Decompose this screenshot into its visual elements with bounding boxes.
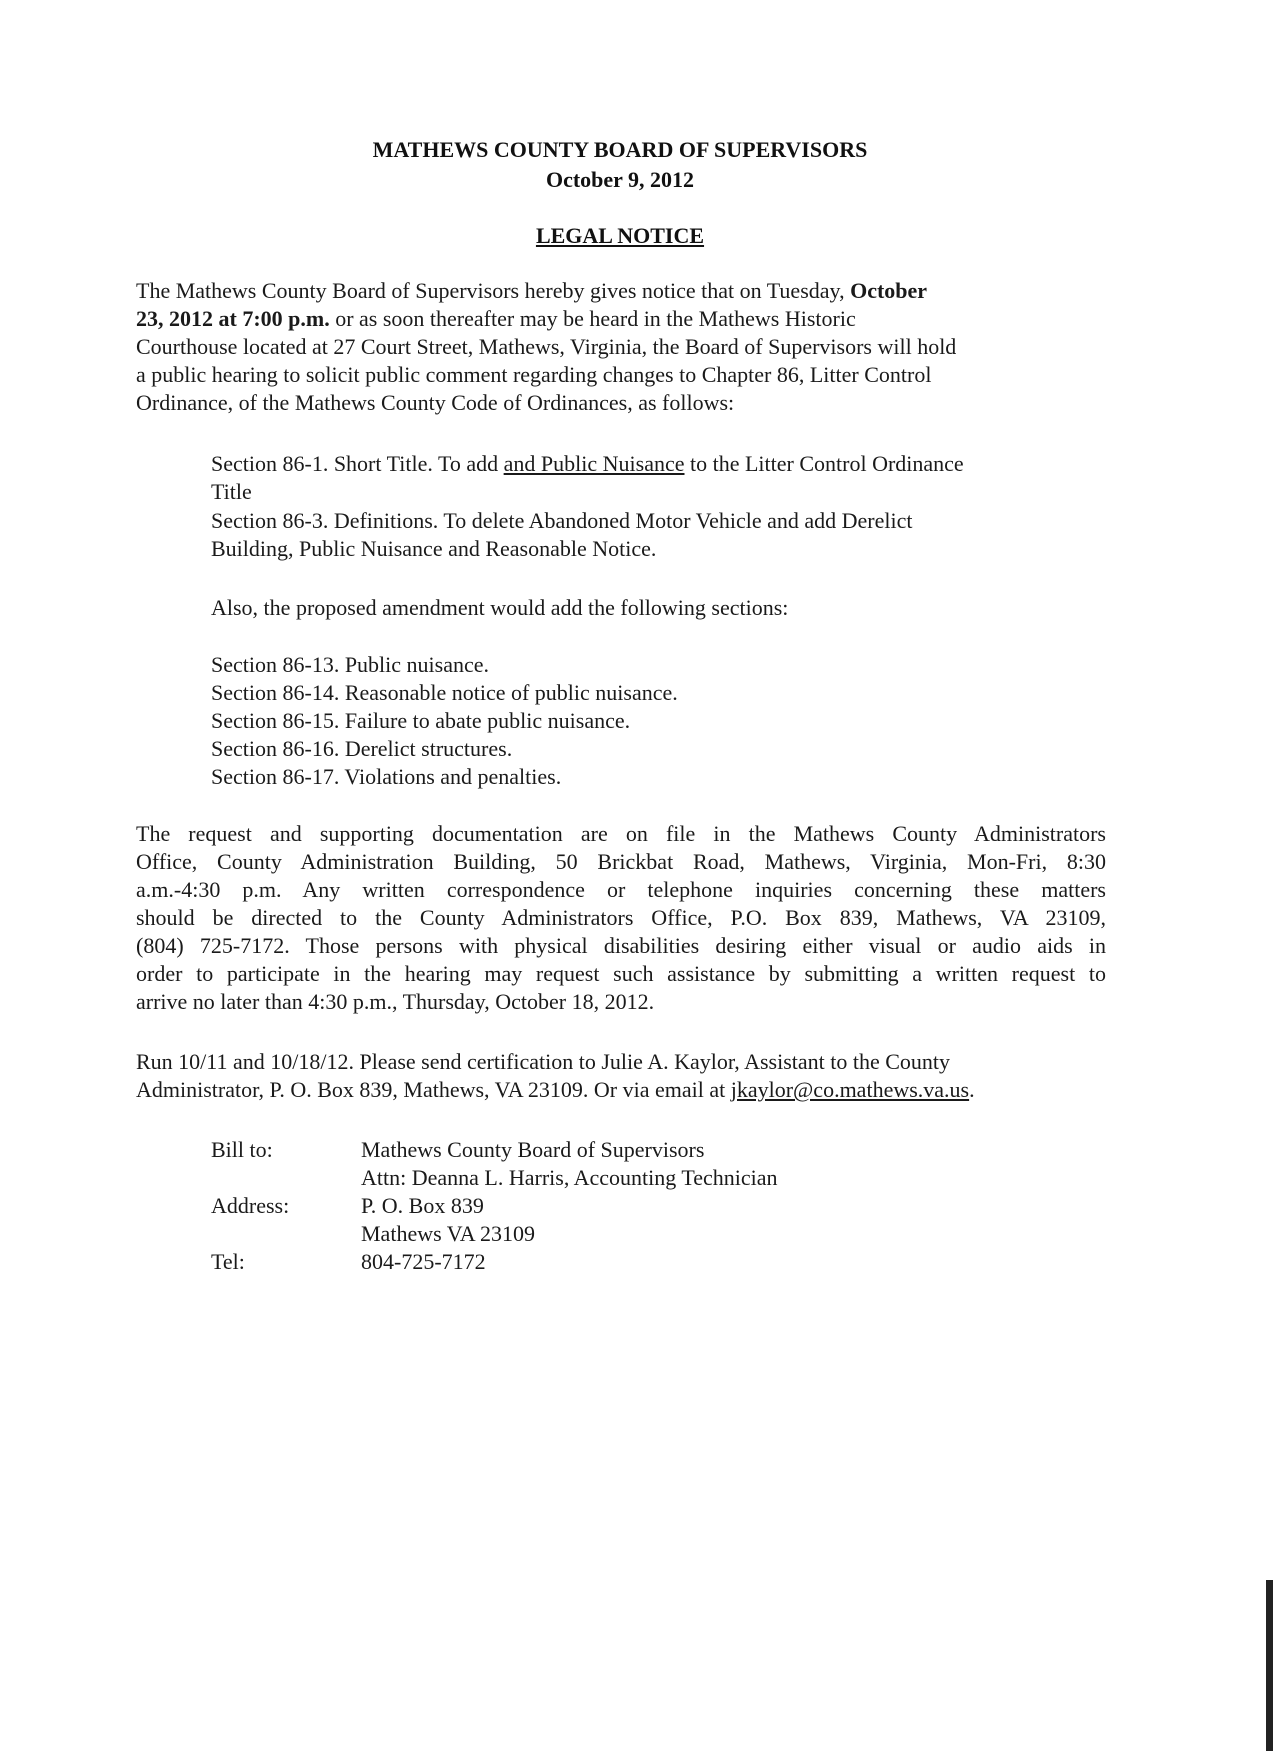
intro-line-1: [136, 277, 927, 305]
documentation-line: The request and supporting documentation are on file in the Mathews County Administrators: [136, 821, 1106, 846]
bill-to-label: Bill to:: [211, 1137, 273, 1162]
section-86-1-continued: Title: [211, 479, 252, 504]
section-86-1: [211, 450, 964, 478]
bill-to-name: Mathews County Board of Supervisors: [361, 1137, 705, 1162]
added-section-86-15: Section 86-15. Failure to abate public nuisance.: [211, 708, 631, 733]
intro-hearing-month: October: [850, 278, 928, 303]
documentation-line: arrive no later than 4:30 p.m., Thursday, October 18, 2012.: [136, 989, 655, 1014]
additions-intro: Also, the proposed amendment would add the following sections:: [211, 595, 789, 620]
address-label: Address:: [211, 1193, 290, 1218]
documentation-line: Office, County Administration Building, 50 Brickbat Road, Mathews, Virginia, Mon-Fri, 8:30: [136, 849, 1106, 874]
intro-line-1-text: The Mathews County Board of Supervisors hereby gives notice that on Tuesday,: [136, 278, 851, 303]
intro-line-2: [136, 305, 856, 333]
intro-line-3: Courthouse located at 27 Court Street, Mathews, Virginia, the Board of Supervisors will hold: [136, 334, 957, 359]
document-date: October 9, 2012: [545, 167, 695, 192]
section-86-3-line-1: Section 86-3. Definitions. To delete Abandoned Motor Vehicle and add Derelict: [211, 508, 913, 533]
section-86-1-text-end: to the Litter Control Ordinance: [684, 451, 964, 476]
documentation-line: order to participate in the hearing may request such assistance by submitting a written request to: [136, 961, 1106, 986]
intro-hearing-date-time: 23, 2012 at 7:00 p.m.: [136, 306, 330, 331]
scan-edge-mark: [1266, 1580, 1273, 1751]
document-title: MATHEWS COUNTY BOARD OF SUPERVISORS: [372, 137, 868, 162]
address-line-2: Mathews VA 23109: [361, 1221, 535, 1246]
run-line-1: Run 10/11 and 10/18/12. Please send certification to Julie A. Kaylor, Assistant to the County: [136, 1049, 951, 1074]
email-link[interactable]: jkaylor@co.mathews.va.us: [730, 1077, 970, 1102]
section-86-3-line-2: Building, Public Nuisance and Reasonable Notice.: [211, 536, 657, 561]
tel-value: 804-725-7172: [361, 1249, 486, 1274]
run-line-2: [136, 1076, 975, 1104]
intro-line-4: a public hearing to solicit public comment regarding changes to Chapter 86, Litter Control: [136, 362, 932, 387]
documentation-line: (804) 725-7172. Those persons with physical disabilities desiring either visual or audio aids in: [136, 933, 1106, 958]
documentation-line: a.m.-4:30 p.m. Any written correspondence or telephone inquiries concerning these matters: [136, 877, 1106, 902]
added-section-86-13: Section 86-13. Public nuisance.: [211, 652, 490, 677]
bill-to-attn: Attn: Deanna L. Harris, Accounting Technician: [361, 1165, 778, 1190]
intro-line-2-text: or as soon thereafter may be heard in the Mathews Historic: [329, 306, 856, 331]
intro-line-5: Ordinance, of the Mathews County Code of Ordinances, as follows:: [136, 390, 735, 415]
section-86-1-added-words: and Public Nuisance: [503, 451, 685, 476]
run-line-2-end: .: [969, 1077, 975, 1102]
documentation-paragraph: [136, 820, 1106, 1016]
added-section-86-16: Section 86-16. Derelict structures.: [211, 736, 513, 761]
notice-title: LEGAL NOTICE: [535, 223, 705, 248]
tel-label: Tel:: [211, 1249, 245, 1274]
section-86-1-text: Section 86-1. Short Title. To add: [211, 451, 504, 476]
added-section-86-14: Section 86-14. Reasonable notice of public nuisance.: [211, 680, 678, 705]
added-section-86-17: Section 86-17. Violations and penalties.: [211, 764, 562, 789]
run-line-2-text: Administrator, P. O. Box 839, Mathews, VA 23109. Or via email at: [136, 1077, 731, 1102]
address-line-1: P. O. Box 839: [361, 1193, 484, 1218]
documentation-line: should be directed to the County Administrators Office, P.O. Box 839, Mathews, VA 23109,: [136, 905, 1106, 930]
